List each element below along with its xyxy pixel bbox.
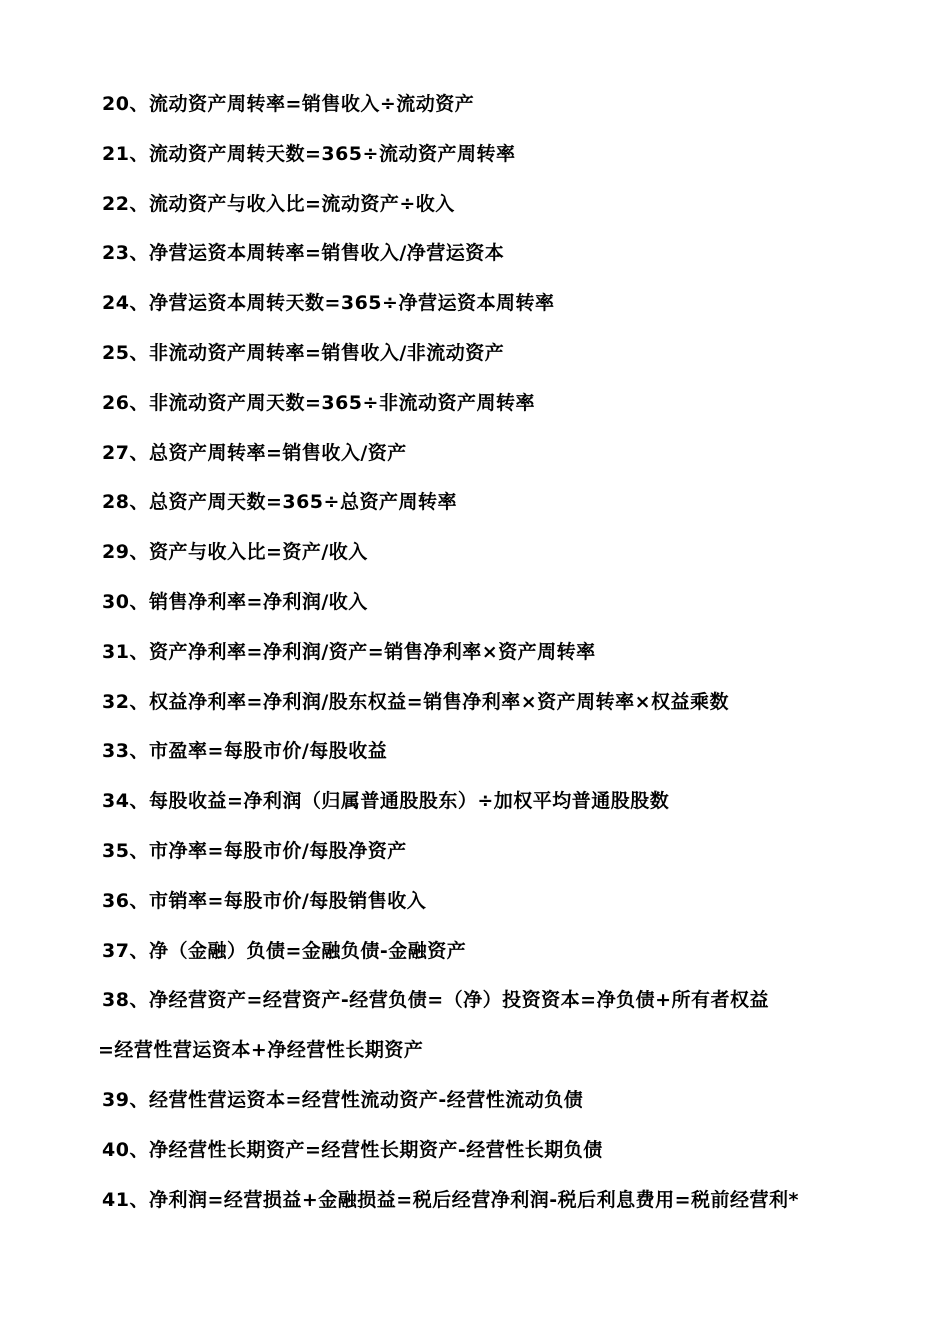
formula-line-32: 32、权益净利率=净利润/股东权益=销售净利率×资产周转率×权益乘数 <box>102 690 730 713</box>
formula-line-38-continuation: =经营性营运资本+净经营性长期资产 <box>98 1039 424 1062</box>
formula-line-22: 22、流动资产与收入比=流动资产÷收入 <box>102 192 455 215</box>
formula-line-37: 37、净（金融）负债=金融负债-金融资产 <box>102 939 467 962</box>
formula-line-23: 23、净营运资本周转率=销售收入/净营运资本 <box>102 242 505 265</box>
formula-line-26: 26、非流动资产周天数=365÷非流动资产周转率 <box>102 391 535 414</box>
formula-line-39: 39、经营性营运资本=经营性流动资产-经营性流动负债 <box>102 1088 584 1111</box>
formula-line-20: 20、流动资产周转率=销售收入÷流动资产 <box>102 93 475 115</box>
formula-line-31: 31、资产净利率=净利润/资产=销售净利率×资产周转率 <box>102 640 596 663</box>
formula-line-24: 24、净营运资本周转天数=365÷净营运资本周转率 <box>102 292 555 315</box>
formula-line-28: 28、总资产周天数=365÷总资产周转率 <box>102 491 457 514</box>
formula-line-34: 34、每股收益=净利润（归属普通股股东）÷加权平均普通股股数 <box>102 790 670 813</box>
formula-line-35: 35、市净率=每股市价/每股净资产 <box>102 839 407 862</box>
formula-line-27: 27、总资产周转率=销售收入/资产 <box>102 441 407 464</box>
formula-line-25: 25、非流动资产周转率=销售收入/非流动资产 <box>102 341 505 364</box>
formula-line-38: 38、净经营资产=经营资产-经营负债=（净）投资资本=净负债+所有者权益 <box>102 989 770 1012</box>
formula-line-40: 40、净经营性长期资产=经营性长期资产-经营性长期负债 <box>102 1138 603 1161</box>
formula-list <box>98 86 932 1231</box>
formula-line-30: 30、销售净利率=净利润/收入 <box>102 590 368 613</box>
formula-line-41: 41、净利润=经营损益+金融损益=税后经营净利润-税后利息费用=税前经营利* <box>102 1188 799 1211</box>
formula-line-21: 21、流动资产周转天数=365÷流动资产周转率 <box>102 142 516 165</box>
formula-line-33: 33、市盈率=每股市价/每股收益 <box>102 740 388 763</box>
formula-line-36: 36、市销率=每股市价/每股销售收入 <box>102 889 427 912</box>
formula-line-29: 29、资产与收入比=资产/收入 <box>102 541 368 564</box>
